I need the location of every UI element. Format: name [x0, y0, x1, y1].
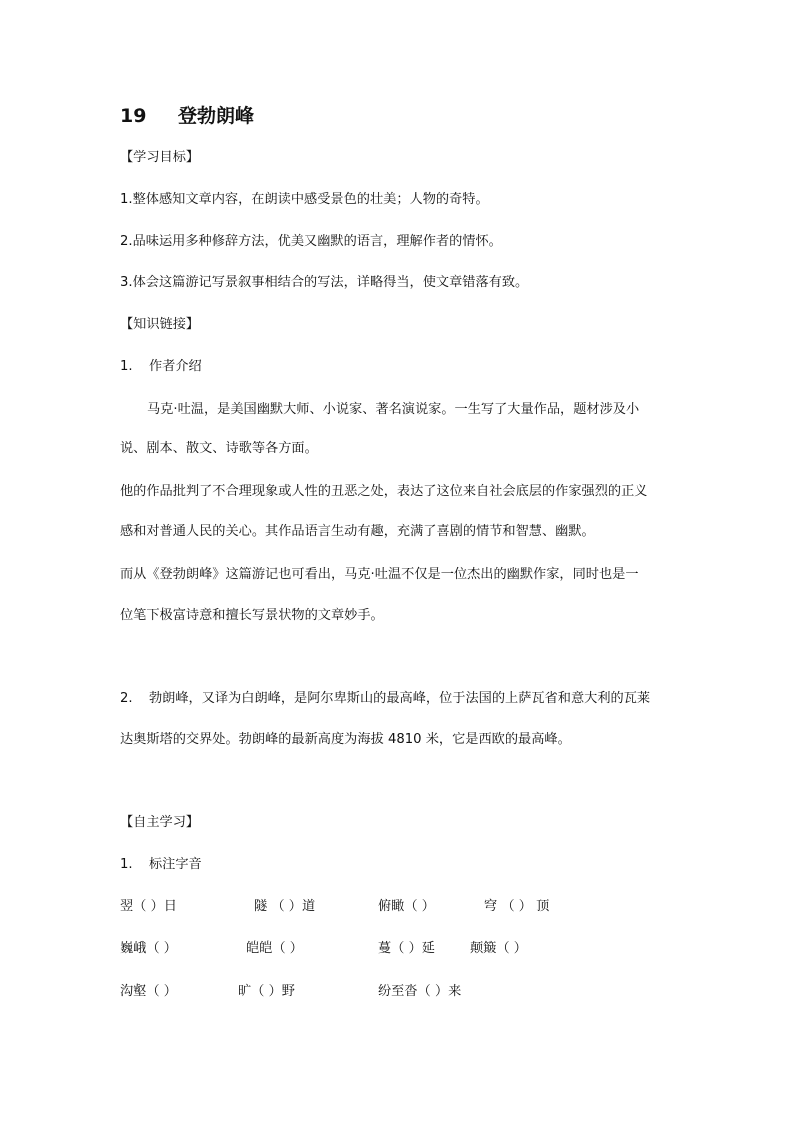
- self-study-heading: 【自主学习】: [120, 815, 200, 830]
- author-line-6: 位笔下极富诗意和擅长写景状物的文章妙手。: [120, 608, 384, 623]
- phonetic-cell[interactable]: 纷至沓（ ）来: [378, 984, 462, 999]
- author-line-3: 他的作品批判了不合理现象或人性的丑恶之处，表达了这位来自社会底层的作家强烈的正义: [120, 484, 648, 499]
- mont-item-number: 2.: [120, 691, 133, 706]
- mont-line-1: 勃朗峰，又译为白朗峰，是阿尔卑斯山的最高峰，位于法国的上萨瓦省和意大利的瓦莱: [149, 691, 651, 706]
- author-line-2: 说、剧本、散文、诗歌等各方面。: [120, 441, 318, 456]
- phonetic-cell[interactable]: 颠簸（ ）: [470, 941, 527, 956]
- phonetic-cell[interactable]: 巍峨（ ）: [120, 941, 177, 956]
- author-item-label: 作者介绍: [149, 359, 202, 374]
- phonetic-cell[interactable]: 隧 （ ）道: [254, 899, 316, 914]
- phonetic-cell[interactable]: 沟壑（ ）: [120, 984, 177, 999]
- author-line-5: 而从《登勃朗峰》这篇游记也可看出，马克·吐温不仅是一位杰出的幽默作家，同时也是一: [120, 567, 639, 582]
- lesson-title: 登勃朗峰: [178, 105, 255, 127]
- goal-item-1: 1.整体感知文章内容，在朗读中感受景色的壮美；人物的奇特。: [120, 192, 489, 207]
- goals-heading: 【学习目标】: [120, 150, 200, 165]
- goal-item-2: 2.品味运用多种修辞方法，优美又幽默的语言，理解作者的情怀。: [120, 234, 502, 249]
- lesson-number: 19: [120, 105, 147, 127]
- author-item-number: 1.: [120, 359, 133, 374]
- phonetic-cell[interactable]: 俯瞰（ ）: [378, 899, 435, 914]
- mont-line-2: 达奥斯塔的交界处。勃朗峰的最新高度为海拔 4810 米，它是西欧的最高峰。: [120, 732, 571, 747]
- phonetic-cell[interactable]: 穹 （ ） 顶: [484, 899, 550, 914]
- phonetic-cell[interactable]: 旷（ ）野: [238, 984, 295, 999]
- phonetic-cell[interactable]: 蔓（ ）延: [378, 941, 435, 956]
- knowledge-heading: 【知识链接】: [120, 317, 200, 332]
- goal-item-3: 3.体会这篇游记写景叙事相结合的写法，详略得当，使文章错落有致。: [120, 275, 529, 290]
- phonetic-cell[interactable]: 翌（ ）日: [120, 899, 177, 914]
- phonetic-item-label: 标注字音: [149, 857, 202, 872]
- author-line-4: 感和对普通人民的关心。其作品语言生动有趣，充满了喜剧的情节和智慧、幽默。: [120, 524, 595, 539]
- phonetic-cell[interactable]: 皑皑（ ）: [246, 941, 303, 956]
- phonetic-item-number: 1.: [120, 857, 133, 872]
- author-line-1: 马克·吐温，是美国幽默大师、小说家、著名演说家。一生写了大量作品，题材涉及小: [147, 402, 640, 417]
